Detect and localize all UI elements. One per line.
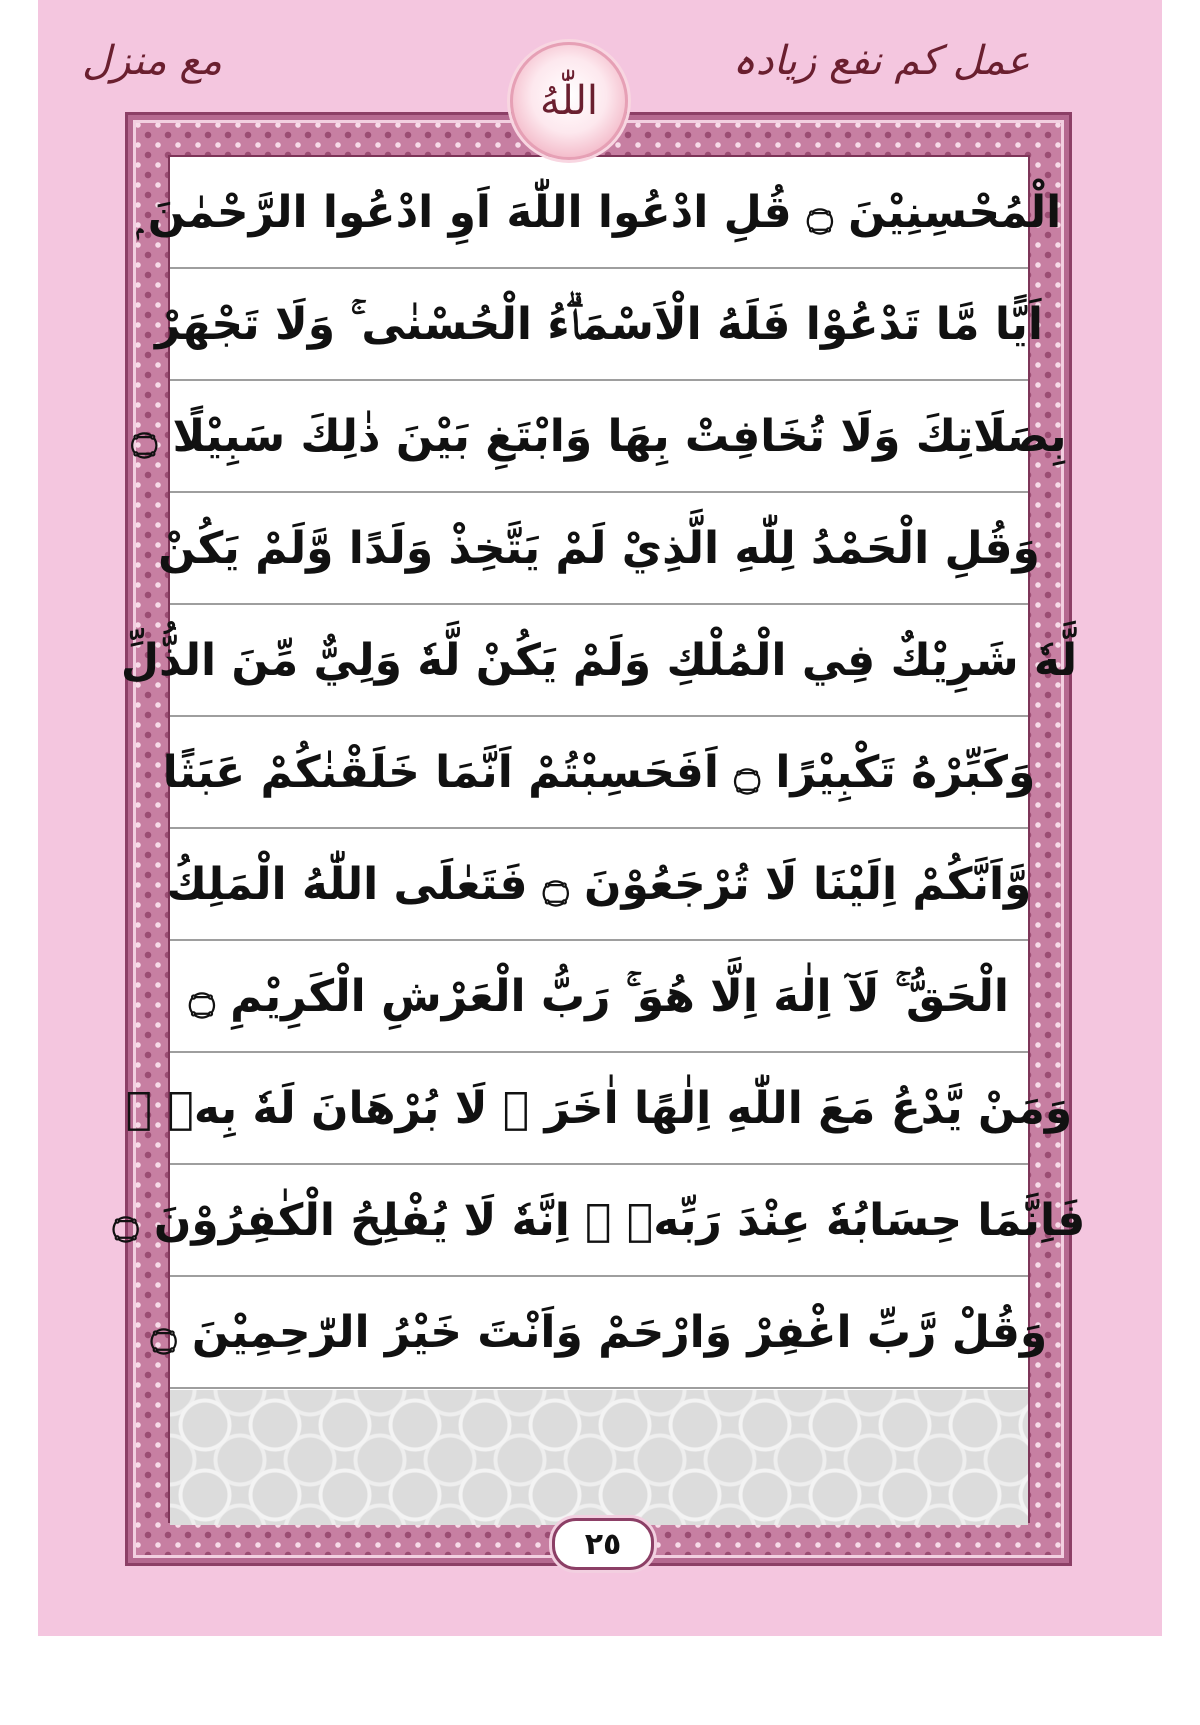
verse-text: الْمُحْسِنِيْنَ ۝ قُلِ ادْعُوا اللّٰهَ اَوِ ادْعُوا الرَّحْمٰنَ ۭ [136,186,1062,238]
header-left-title: مع منزل [82,38,223,84]
verse-line [131,381,1067,493]
verse-line [166,829,1032,941]
verse-text: وَّاَنَّكُمْ اِلَيْنَا لَا تُرْجَعُوْنَ ۝ فَتَعٰلَى اللّٰهُ الْمَلِكُ [166,858,1032,910]
verse-line [112,1165,1086,1277]
verse-text: الْحَقُّ ۚ لَآ اِلٰهَ اِلَّا هُوَ ۚ رَبُّ الْعَرْشِ الْكَرِيْمِ ۝ [189,970,1009,1022]
decorative-pattern [170,1390,1028,1525]
verse-line [155,269,1043,381]
verse-line [170,941,1028,1053]
verse-line [136,157,1062,269]
verse-line [120,605,1078,717]
verse-line [158,493,1040,605]
verse-text: وَقُلْ رَّبِّ اغْفِرْ وَارْحَمْ وَاَنْتَ خَيْرُ الرّٰحِمِيْنَ ۝ [150,1306,1048,1358]
verse-line [162,717,1036,829]
verse-lines [112,157,1086,1390]
allah-medallion [510,42,628,160]
medallion-text: اللّٰهُ [540,78,598,124]
header-right-title: عمل کم نفع زیادہ [732,38,1030,84]
verse-text: اَيًّا مَّا تَدْعُوْا فَلَهُ الْاَسْمَاۗءُ الْحُسْنٰى ۚ وَلَا تَجْهَرْ [155,298,1043,350]
verse-line [150,1277,1048,1389]
verse-text: وَمَنْ يَّدْعُ مَعَ اللّٰهِ اِلٰهًا اٰخَرَ ۙ لَا بُرْهَانَ لَهٗ بِهٖ ۙ [125,1082,1073,1134]
page-number-badge [552,1518,654,1570]
page-number: ٢٥ [584,1526,622,1562]
verse-text: وَقُلِ الْحَمْدُ لِلّٰهِ الَّذِيْ لَمْ يَتَّخِذْ وَلَدًا وَّلَمْ يَكُنْ [158,522,1040,574]
verse-line [125,1053,1073,1165]
verse-panel [112,155,1086,1523]
verse-text: فَاِنَّمَا حِسَابُهٗ عِنْدَ رَبِّهٖ ۭ اِنَّهٗ لَا يُفْلِحُ الْكٰفِرُوْنَ ۝ [112,1194,1086,1246]
verse-text: لَّهٗ شَرِيْكٌ فِي الْمُلْكِ وَلَمْ يَكُنْ لَّهٗ وَلِيٌّ مِّنَ الذُّلِّ [120,634,1078,686]
verse-text: بِصَلَاتِكَ وَلَا تُخَافِتْ بِهَا وَابْتَغِ بَيْنَ ذٰلِكَ سَبِيْلًا ۝ [131,410,1067,462]
verse-text: وَكَبِّرْهُ تَكْبِيْرًا ۝ اَفَحَسِبْتُمْ اَنَّمَا خَلَقْنٰكُمْ عَبَثًا [162,746,1036,798]
